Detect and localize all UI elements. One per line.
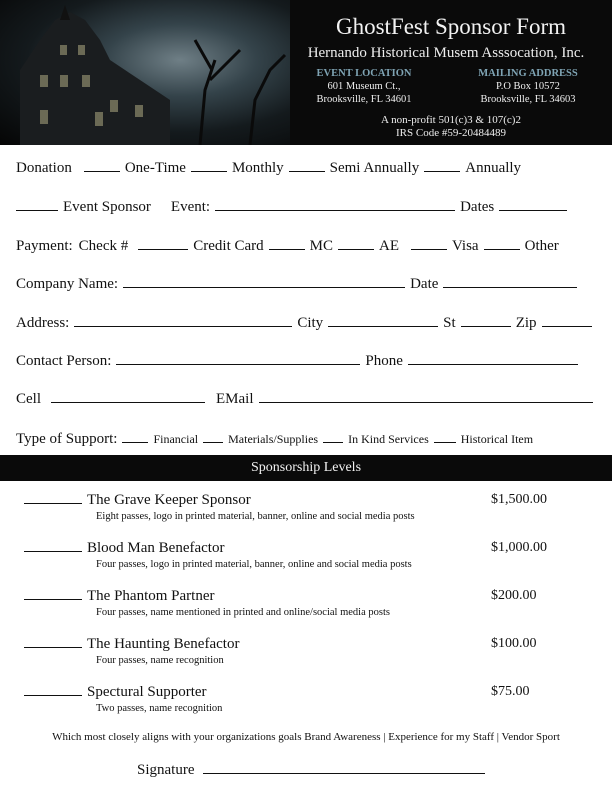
- payment-row: [16, 238, 602, 255]
- level-select-blank[interactable]: [24, 588, 82, 600]
- state-field[interactable]: [461, 315, 511, 327]
- sponsorship-level: [24, 588, 604, 618]
- other-label: Other: [524, 238, 559, 254]
- form-title: GhostFest Sponsor Form: [335, 14, 567, 39]
- level-description: Four passes, name mentioned in printed and online/social media posts: [96, 607, 390, 618]
- event-label: Event:: [170, 199, 211, 215]
- level-amount: $75.00: [491, 684, 530, 699]
- level-select-blank[interactable]: [24, 492, 82, 504]
- level-name: The Grave Keeper Sponsor: [87, 492, 251, 508]
- level-select-blank[interactable]: [24, 540, 82, 552]
- donation-label: Donation: [16, 160, 72, 176]
- event-location-line2: Brooksville, FL 34601: [316, 94, 412, 105]
- financial-label: Financial: [153, 432, 199, 446]
- monthly-label: Monthly: [231, 160, 284, 176]
- email-field[interactable]: [259, 391, 593, 403]
- zip-field[interactable]: [542, 315, 592, 327]
- signature-label: Signature: [137, 762, 195, 778]
- contact-row: [16, 353, 602, 370]
- credit-card-blank[interactable]: [269, 238, 305, 250]
- irs-code: IRS Code #59-20484489: [396, 127, 506, 139]
- support-label: Type of Support:: [16, 431, 118, 447]
- visa-blank[interactable]: [484, 238, 520, 250]
- level-name: The Phantom Partner: [87, 588, 215, 604]
- monthly-blank[interactable]: [191, 160, 227, 172]
- cell-label: Cell: [16, 391, 41, 407]
- level-select-blank[interactable]: [24, 684, 82, 696]
- financial-blank[interactable]: [122, 431, 148, 443]
- event-location: [294, 67, 434, 106]
- support-row: [16, 431, 602, 448]
- company-row: [16, 276, 602, 293]
- nonprofit-info: [290, 114, 612, 140]
- historical-blank[interactable]: [434, 431, 456, 443]
- level-name: Blood Man Benefactor: [87, 540, 225, 556]
- sponsorship-level: [24, 492, 604, 522]
- level-description: Four passes, logo in printed material, banner, online and social media posts: [96, 559, 412, 570]
- city-field[interactable]: [328, 315, 438, 327]
- mailing-address-line1: P.O Box 10572: [496, 81, 560, 92]
- payment-label: Payment:: [16, 238, 73, 254]
- semi-annually-blank[interactable]: [289, 160, 325, 172]
- level-amount: $1,500.00: [491, 492, 547, 507]
- event-field[interactable]: [215, 199, 455, 211]
- one-time-label: One-Time: [124, 160, 186, 176]
- dates-field[interactable]: [499, 199, 567, 211]
- phone-label: Phone: [365, 353, 403, 369]
- sponsorship-levels-heading: Sponsorship Levels: [0, 455, 612, 481]
- company-field[interactable]: [123, 276, 405, 288]
- visa-label: Visa: [452, 238, 479, 254]
- semi-annually-label: Semi Annually: [329, 160, 420, 176]
- level-description: Eight passes, logo in printed material, banner, online and social media posts: [96, 511, 415, 522]
- donation-row: [16, 160, 602, 177]
- address-field[interactable]: [74, 315, 292, 327]
- level-amount: $1,000.00: [491, 540, 547, 555]
- signature-field[interactable]: [203, 762, 485, 774]
- annually-blank[interactable]: [424, 160, 460, 172]
- contact-field[interactable]: [116, 353, 360, 365]
- level-amount: $200.00: [491, 588, 537, 603]
- haunted-house-image: [0, 0, 290, 145]
- date-label: Date: [410, 276, 439, 292]
- event-location-heading: EVENT LOCATION: [316, 68, 412, 79]
- level-name: Spectural Supporter: [87, 684, 207, 700]
- level-description: Four passes, name recognition: [96, 655, 224, 666]
- materials-blank[interactable]: [203, 431, 223, 443]
- materials-label: Materials/Supplies: [228, 432, 319, 446]
- mc-blank[interactable]: [338, 238, 374, 250]
- ae-blank[interactable]: [411, 238, 447, 250]
- address-label: Address:: [16, 315, 70, 331]
- header-banner: [0, 0, 612, 145]
- address-row: [16, 315, 602, 332]
- organization-name: Hernando Historical Musem Asssocation, Inc.: [307, 45, 585, 61]
- event-location-line1: 601 Museum Ct.,: [327, 81, 401, 92]
- in-kind-blank[interactable]: [323, 431, 343, 443]
- date-field[interactable]: [443, 276, 577, 288]
- mailing-address: [458, 67, 598, 106]
- event-sponsor-label: Event Sponsor: [63, 199, 151, 215]
- dates-label: Dates: [460, 199, 495, 215]
- goals-question: Which most closely aligns with your organizations goals Brand Awareness | Experience for my Staff | Vendor Sport: [52, 731, 560, 743]
- check-label: Check #: [78, 238, 129, 254]
- ae-label: AE: [379, 238, 399, 254]
- mailing-address-heading: MAILING ADDRESS: [478, 68, 578, 79]
- state-label: St: [443, 315, 456, 331]
- email-label: EMail: [216, 391, 254, 407]
- city-label: City: [297, 315, 324, 331]
- level-amount: $100.00: [491, 636, 537, 651]
- sponsorship-level: [24, 540, 604, 570]
- contact-label: Contact Person:: [16, 353, 112, 369]
- annually-label: Annually: [465, 160, 522, 176]
- one-time-blank[interactable]: [84, 160, 120, 172]
- sponsorship-level: [24, 636, 604, 666]
- zip-label: Zip: [515, 315, 537, 331]
- nonprofit-status: A non-profit 501(c)3 & 107(c)2: [381, 114, 521, 126]
- in-kind-label: In Kind Services: [348, 432, 429, 446]
- cell-row: [16, 391, 602, 408]
- signature-row: [137, 762, 490, 779]
- mc-label: MC: [309, 238, 333, 254]
- level-description: Two passes, name recognition: [96, 703, 223, 714]
- phone-field[interactable]: [408, 353, 578, 365]
- mailing-address-line2: Brooksville, FL 34603: [480, 94, 576, 105]
- level-select-blank[interactable]: [24, 636, 82, 648]
- sponsorship-level: [24, 684, 604, 714]
- event-sponsor-blank[interactable]: [16, 199, 58, 211]
- credit-card-label: Credit Card: [193, 238, 264, 254]
- check-field[interactable]: [138, 238, 188, 250]
- event-row: [16, 199, 602, 216]
- cell-field[interactable]: [51, 391, 205, 403]
- historical-label: Historical Item: [460, 432, 534, 446]
- company-label: Company Name:: [16, 276, 119, 292]
- level-name: The Haunting Benefactor: [87, 636, 240, 652]
